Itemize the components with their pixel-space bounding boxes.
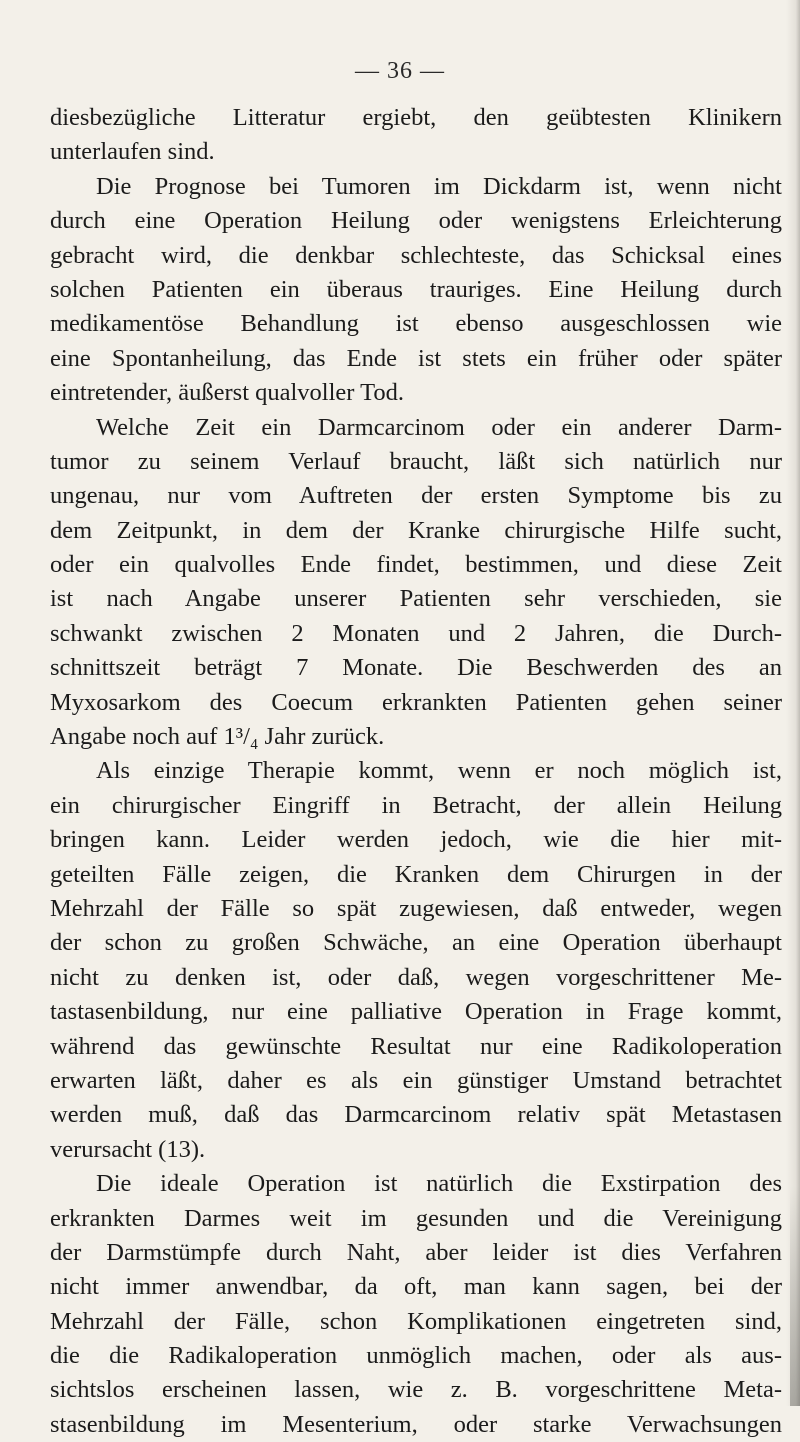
text-line: der Darmstümpfe durch Naht, aber leider ist dies Verfahren — [50, 1238, 782, 1266]
text-line: unterlaufen sind. — [50, 138, 215, 166]
text-line: bringen kann. Leider werden jedoch, wie die hier mit- — [50, 826, 782, 854]
text-line: schwankt zwischen 2 Monaten und 2 Jahren, die Durch- — [50, 619, 782, 647]
text-line: stasenbildung im Mesenterium, oder starke Verwachsungen — [50, 1410, 782, 1438]
body-text — [50, 101, 782, 1442]
text-line: die die Radikaloperation unmöglich machen, oder als aus- — [50, 1342, 782, 1370]
text-line: dem Zeitpunkt, in dem der Kranke chirurgische Hilfe sucht, — [50, 516, 782, 544]
text-line: medikamentöse Behandlung ist ebenso ausgeschlossen wie — [50, 310, 782, 338]
text-line: ist nach Angabe unserer Patienten sehr verschieden, sie — [50, 585, 782, 613]
text-line: tastasenbildung, nur eine palliative Operation in Frage kommt, — [50, 998, 782, 1026]
paragraph-start-line: Als einzige Therapie kommt, wenn er noch möglich ist, — [96, 757, 782, 785]
text-line: nicht immer anwendbar, da oft, man kann sagen, bei der — [50, 1273, 782, 1301]
text-line: Mehrzahl der Fälle so spät zugewiesen, daß entweder, wegen — [50, 894, 782, 922]
text-line: solchen Patienten ein überaus trauriges. Eine Heilung durch — [50, 275, 782, 303]
text-line: sichtslos erscheinen lassen, wie z. B. vorgeschrittene Meta- — [50, 1376, 782, 1404]
text-line: ungenau, nur vom Auftreten der ersten Symptome bis zu — [50, 482, 782, 510]
paragraph-start-line: Die Prognose bei Tumoren im Dickdarm ist, wenn nicht — [96, 172, 782, 200]
text-line: werden muß, daß das Darmcarcinom relativ spät Metastasen — [50, 1101, 782, 1129]
text-line: oder ein qualvolles Ende findet, bestimmen, und diese Zeit — [50, 551, 782, 579]
page-corner-shadow — [790, 1186, 800, 1406]
page-number: — 36 — — [355, 58, 445, 84]
text-line: tumor zu seinem Verlauf braucht, läßt sich natürlich nur — [50, 447, 782, 475]
paragraph-start-line: Welche Zeit ein Darmcarcinom oder ein anderer Darm- — [96, 413, 782, 441]
text-line: Myxosarkom des Coecum erkrankten Patienten gehen seiner — [50, 688, 782, 716]
text-line: Mehrzahl der Fälle, schon Komplikationen eingetreten sind, — [50, 1307, 782, 1335]
text-line: eine Spontanheilung, das Ende ist stets ein früher oder später — [50, 344, 782, 372]
text-line: während das gewünschte Resultat nur eine Radikoloperation — [50, 1032, 782, 1060]
text-line: schnittszeit beträgt 7 Monate. Die Beschwerden des an — [50, 654, 782, 682]
text-line: durch eine Operation Heilung oder wenigstens Erleichterung — [50, 207, 782, 235]
text-line: eintretender, äußerst qualvoller Tod. — [50, 379, 405, 407]
text-line: erwarten läßt, daher es als ein günstiger Umstand betrachtet — [50, 1066, 782, 1094]
text-line: der schon zu großen Schwäche, an eine Operation überhaupt — [50, 929, 782, 957]
text-line: nicht zu denken ist, oder daß, wegen vorgeschrittener Me- — [50, 963, 782, 991]
text-line: geteilten Fälle zeigen, die Kranken dem Chirurgen in der — [50, 860, 782, 888]
text-line: Angabe noch auf 1³/₄ Jahr zurück. — [50, 723, 385, 751]
text-line: ein chirurgischer Eingriff in Betracht, der allein Heilung — [50, 791, 782, 819]
text-line: erkrankten Darmes weit im gesunden und die Vereinigung — [50, 1204, 782, 1232]
text-line: diesbezügliche Litteratur ergiebt, den geübtesten Klinikern — [50, 104, 782, 131]
paragraph-start-line: Die ideale Operation ist natürlich die Exstirpation des — [96, 1170, 782, 1198]
text-line: verursacht (13). — [50, 1135, 206, 1163]
text-line: gebracht wird, die denkbar schlechteste, das Schicksal eines — [50, 241, 782, 269]
